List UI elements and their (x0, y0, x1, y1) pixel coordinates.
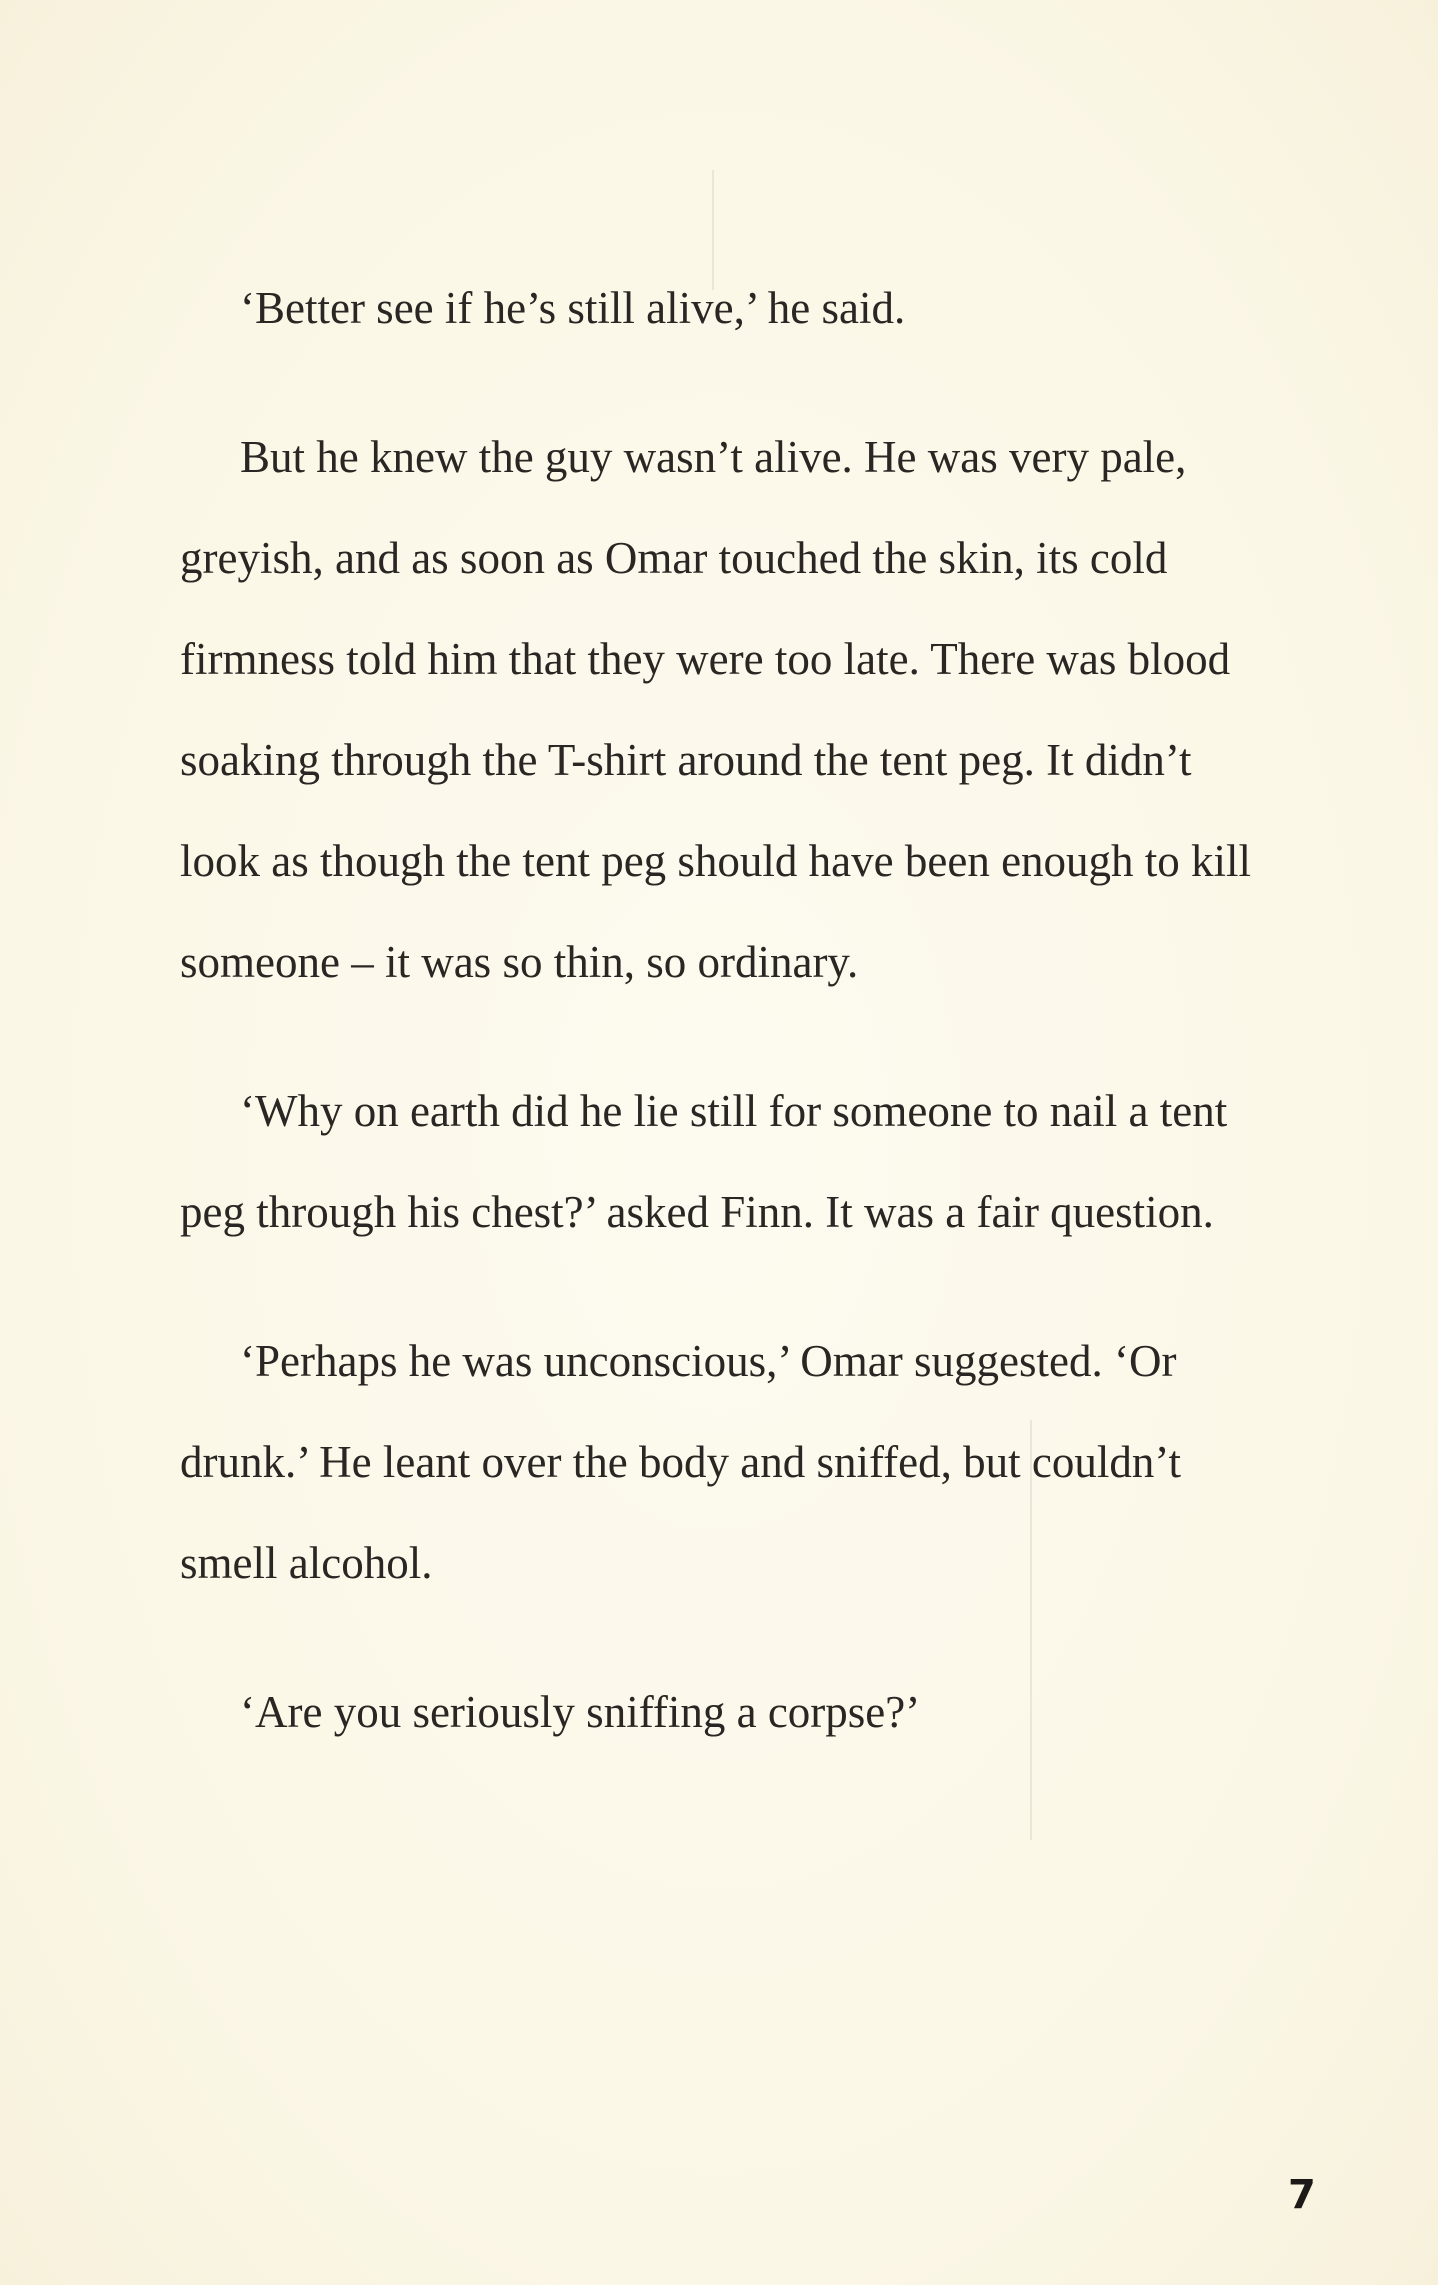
paragraph: ‘Are you seriously sniffing a corpse?’ (240, 1687, 921, 1737)
page-number: 7 (1288, 2172, 1316, 2218)
paragraph: ‘Better see if he’s still alive,’ he said. (240, 283, 906, 333)
paragraph: ‘Perhaps he was unconscious,’ Omar suggested. ‘Or drunk.’ He leant over the body and sniffed, but couldn’t smell alcohol. (180, 1336, 1182, 1588)
body-text (180, 258, 1270, 1763)
paragraph: ‘Why on earth did he lie still for someone to nail a tent peg through his chest?’ asked Finn. It was a fair question. (180, 1086, 1228, 1237)
paragraph: But he knew the guy wasn’t alive. He was very pale, greyish, and as soon as Omar touched the skin, its cold firmness told him that they were too late. There was blood soaking through the T-shirt around the tent peg. It didn’t look as though the tent peg should have been enough to kill someone – it was so thin, so ordinary. (180, 432, 1252, 987)
